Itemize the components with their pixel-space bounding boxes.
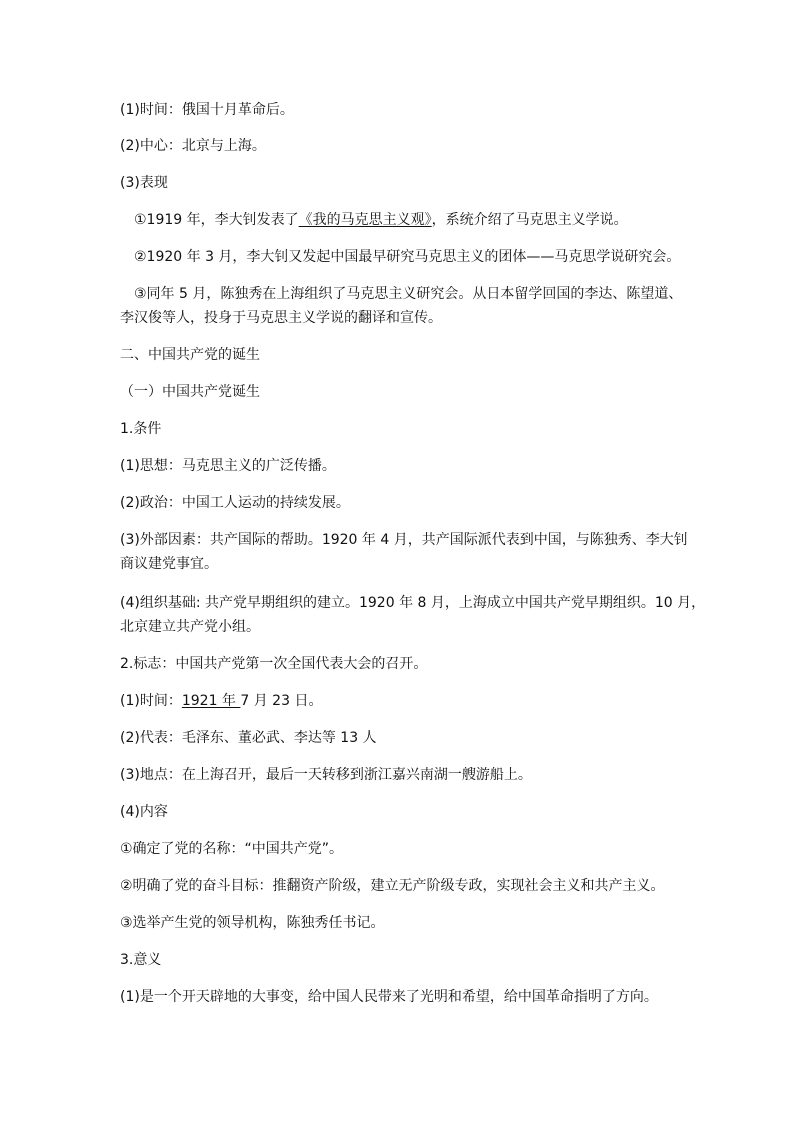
- subsection-one-heading: （一）中国共产党诞生: [120, 384, 260, 400]
- content-point-1: ①确定了党的名称：“中国共产党”。: [120, 841, 344, 857]
- point-3-line-1: ③同年 5 月，陈独秀在上海组织了马克思主义研究会。从日本留学回国的李达、陈望道、: [134, 286, 683, 302]
- significance-1: (1)是一个开天辟地的大事变，给中国人民带来了光明和希望，给中国革命指明了方向。: [120, 989, 658, 1005]
- marker-delegates: (2)代表：毛泽东、董必武、李达等 13 人: [120, 730, 377, 746]
- performance-heading: (3)表现: [120, 175, 168, 191]
- point-1-pre: ①1919 年，李大钊发表了: [134, 212, 299, 228]
- marker-heading: 2.标志：中国共产党第一次全国代表大会的召开。: [120, 656, 428, 672]
- section-two-heading: 二、中国共产党的诞生: [120, 347, 260, 363]
- condition-2: (2)政治：中国工人运动的持续发展。: [120, 495, 350, 511]
- marker-time: [120, 690, 680, 712]
- point-1-post: ，系统介绍了马克思主义学说。: [431, 212, 628, 228]
- condition-4-line-1: (4)组织基础: 共产党早期组织的建立。1920 年 8 月，上海成立中国共产党早期组织。10 月，: [120, 595, 706, 611]
- condition-3-line-2: 商议建党事宜。: [120, 556, 218, 572]
- book-title-link: 《我的马克思主义观》: [298, 212, 432, 228]
- marker-content-heading: (4)内容: [120, 804, 168, 820]
- condition-4-line-2: 北京建立共产党小组。: [120, 619, 260, 635]
- content-point-3: ③选举产生党的领导机构，陈独秀任书记。: [120, 915, 385, 931]
- marker-time-post: 7 月 23 日。: [240, 693, 323, 709]
- significance-heading: 3.意义: [120, 952, 162, 968]
- condition-heading: 1.条件: [120, 421, 162, 437]
- center-line: (2)中心：北京与上海。: [120, 138, 266, 154]
- condition-1: (1)思想：马克思主义的广泛传播。: [120, 458, 336, 474]
- marker-time-pre: (1)时间：: [120, 693, 182, 709]
- point-1: [134, 209, 694, 231]
- point-3-line-2: 李汉俊等人，投身于马克思主义学说的翻译和宣传。: [120, 310, 442, 326]
- marker-year: 1921 年: [181, 693, 241, 709]
- time-line: (1)时间：俄国十月革命后。: [120, 102, 294, 118]
- condition-3-line-1: (3)外部因素：共产国际的帮助。1920 年 4 月，共产国际派代表到中国，与陈独秀、李大钊: [120, 532, 688, 548]
- point-2: ②1920 年 3 月，李大钊又发起中国最早研究马克思主义的团体——马克思学说研究会。: [134, 249, 681, 265]
- marker-location: (3)地点：在上海召开，最后一天转移到浙江嘉兴南湖一艘游船上。: [120, 767, 532, 783]
- content-point-2: ②明确了党的奋斗目标：推翻资产阶级，建立无产阶级专政，实现社会主义和共产主义。: [120, 878, 665, 894]
